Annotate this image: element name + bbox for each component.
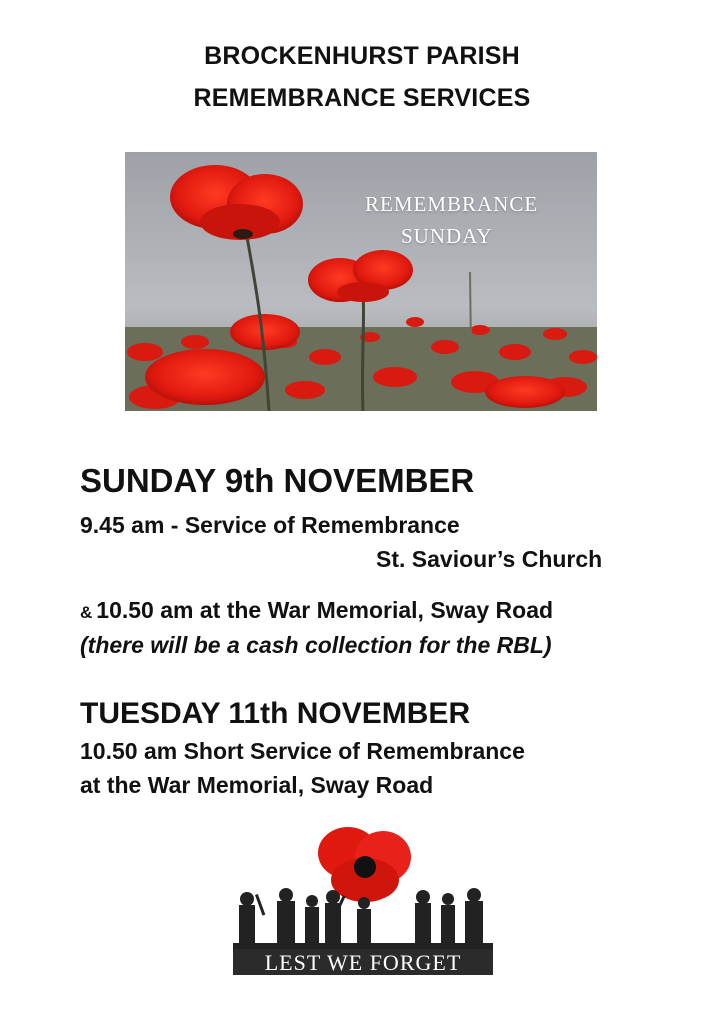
sunday-church-line: St. Saviour’s Church — [376, 546, 603, 572]
sunday-heading: SUNDAY 9th NOVEMBER — [80, 462, 475, 499]
remembrance-sunday-image — [125, 152, 597, 411]
hero-title-line-1: REMEMBRANCE — [365, 192, 539, 216]
poppy-field-icon — [125, 152, 597, 411]
title-line-2: REMEMBRANCE SERVICES — [193, 84, 531, 112]
title-line-1: BROCKENHURST PARISH — [204, 42, 520, 70]
sunday-memorial-line: 10.50 am at the War Memorial, Sway Road — [96, 597, 554, 623]
tuesday-heading: TUESDAY 11th NOVEMBER — [80, 697, 471, 730]
lest-we-forget-logo — [233, 825, 493, 975]
ampersand: & — [80, 603, 93, 622]
sunday-service-line: 9.45 am - Service of Remembrance — [80, 512, 460, 538]
hero-title-line-2: SUNDAY — [401, 224, 493, 248]
lest-we-forget-text: LEST WE FORGET — [264, 950, 462, 975]
sunday-memorial-row — [80, 597, 553, 624]
tuesday-location-line: at the War Memorial, Sway Road — [80, 772, 434, 798]
collection-note: (there will be a cash collection for the RBL) — [80, 632, 552, 658]
tuesday-service-line: 10.50 am Short Service of Remembrance — [80, 738, 525, 764]
